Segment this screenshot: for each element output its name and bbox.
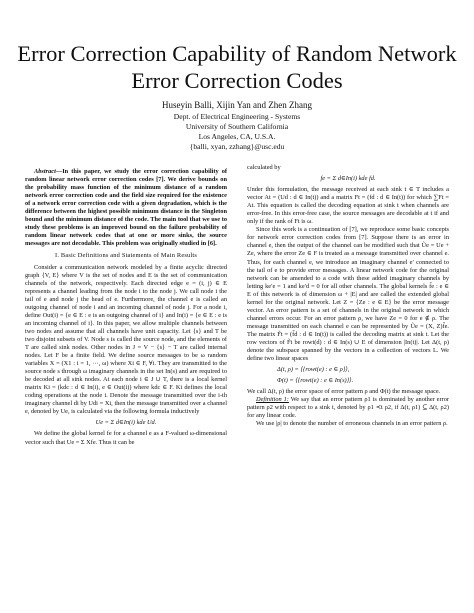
affiliation-university: University of Southern California xyxy=(185,122,289,131)
equation-message: Ue = Σ d∈In(i) kde Ud. xyxy=(95,419,157,427)
affiliation xyxy=(0,112,474,152)
abstract xyxy=(25,168,227,248)
section1-paragraph-2: We define the global kernel fe for a channel e as a F-valued ω-dimensional vector such that Ue = Σ Xfe. Thus it can be xyxy=(25,430,227,446)
right-paragraph-4: We use |ρ| to denote the number of erroneous channels in an error pattern ρ. xyxy=(256,420,448,428)
definition-1 xyxy=(247,396,449,420)
equation-global-kernel: fe = Σ d∈In(i) kde fd. xyxy=(320,175,376,183)
section-heading: I. Basic Definitions and Statements of Main Results xyxy=(55,252,197,260)
affiliation-dept: Dept. of Electrical Engineering - Systems xyxy=(173,112,301,121)
definition-text: We say that an error pattern ρ1 is dominated by another error pattern ρ2 with respect to a sink t, denoted by ρ1 ≺t ρ2, if Δ(t, ρ1) ⊆ Δ(t, ρ2) for any linear code. xyxy=(247,396,449,420)
section1-paragraph-1: Consider a communication network modeled by a finite acyclic directed graph {V, E} where V is the set of nodes and E is the set of communication channels of the network, respectively. Each directed edge e = (i, j) ∈ E represents a channel leading from the node i to the node j. We call node i the tail of e and node j the head of e. Furthermore, the channel e is called an outgoing channel of node i and an incoming channel of node j. For a node i, define Out(i) = {e ∈ E : e is an outgoing channel of i} and In(i) = {e ∈ E : e is an incoming channel of i}. In this paper, we allow multiple channels between two nodes and assume that all channels have unit capacity. Let {s} and T be two disjoint subsets of V. Node s is called the source node, and the elements of T are called sink nodes. Other nodes in J = V − {s} − T are called internal nodes. Let F be a finite field. We define source messages to be ω random variables X = (X1 : i = 1, ···, ω) where Xi ∈ F, ∀i. They are transmitted to the source node s through ω imaginary channels in the set In(s) and are required to be decoded at all sink nodes. At each node i ∈ J ∪ T, there is a local kernel matrix Ki = (kdc : d ∈ In(i), e ∈ Out(i)) where kdc ∈ F. Ki defines the local coding operations at the node i. Denote the message transmitted over the i-th imaginary channel di by Udi = Xi, then the message transmitted over a channel e, denoted by Ue, is calculated via the following formula inductively xyxy=(25,263,227,416)
definition-label: Definition 1: xyxy=(256,396,289,404)
abstract-text: —In this paper, we study the error correction capability of random linear network error correction codes [7]. We derive bounds on the probability mass function of the minimum distance of a random network error correction code and the field size required for the existence of a network error correction code with a given degradation, which is the difference between the highest possible minimum distance in the Singleton bound and the minimum distance of the code. The main tool that we use to study these problems is an improved bound on the failure probability of random linear network codes that at one or more sinks, the source messages are not decodable. This problem was originally studied in [6]. xyxy=(25,168,227,248)
title-line-2: Error Correction Codes xyxy=(131,68,343,93)
affiliation-email: {balli, xyan, zzhang}@usc.edu xyxy=(189,142,285,151)
right-paragraph-1: Under this formulation, the message received at each sink t ∈ T includes a vector At = (Ud : d ∈ In(t)) and a matrix Ft = (fd : d ∈ In(t)) for which ∑Ft = At. This equation is called the decoding equation at sink t when channels are error-free. In this error-free case, the source messages are decodable at t if and only if the rank of Ft is ω. xyxy=(247,186,449,226)
abstract-label: Abstract xyxy=(34,168,56,175)
affiliation-location: Los Angeles, CA, U.S.A. xyxy=(198,132,276,141)
title-line-1: Error Correction Capability of Random Network xyxy=(17,41,457,66)
right-paragraph-3: We call Δ(t, ρ) the error space of error pattern ρ and Φ(t) the message space. xyxy=(247,388,441,396)
right-paragraph-2: Since this work is a continuation of [7], we reproduce some basic concepts for network error correction codes from [7]. Suppose there is an error in channel e, then the output of the channel can be modified such that Ũe = Ue + Ze, where the error Ze ∈ F is treated as a message transmitted over channel e. Thus, for each channel e, we introduce an imaginary channel e′ connected to the tail of e to provide error messages. A linear network code for the original network can be amended to a code with these added imaginary channels by letting ke′e = 1 and ke′d = 0 for all other channels. The global kernels f̃e : e ∈ E of this network is of dimension ω + |E| and are called the extended global kernel for the original network. Let Z = {Ze : e ∈ E} be the error message vector. An error pattern is a set of channels in the original network in which channel errors occur. For an error pattern ρ, we have Ze = 0 for e ∉ ρ. The message transmitted on each channel e can be represented by Ũe = (X, Z)f̃e. The matrix F̃t = (f̃d : d ∈ In(t)) is called the decoding matrix at sink t. Let the row vectors of F̃t be rowt(d) : d ∈ In(s) ∪ E of dimension |In(t)|. Let Δ(t, ρ) denote the subspace spanned by the vectors in a collection of vectors L. We define two linear spaces xyxy=(247,226,449,363)
right-column xyxy=(247,164,449,428)
equation-message-space: Φ(t) = ⟨{rowt(e) : e ∈ In(s)}⟩. xyxy=(277,377,354,385)
right-intro: calculated by xyxy=(247,164,281,171)
left-column xyxy=(25,168,227,447)
author-list: Huseyin Balli, Xijin Yan and Zhen Zhang xyxy=(162,100,312,110)
paper-title xyxy=(0,40,474,94)
equation-error-space: Δ(t, ρ) = ⟨{rowt(e) : e ∈ ρ}⟩, xyxy=(277,366,350,374)
